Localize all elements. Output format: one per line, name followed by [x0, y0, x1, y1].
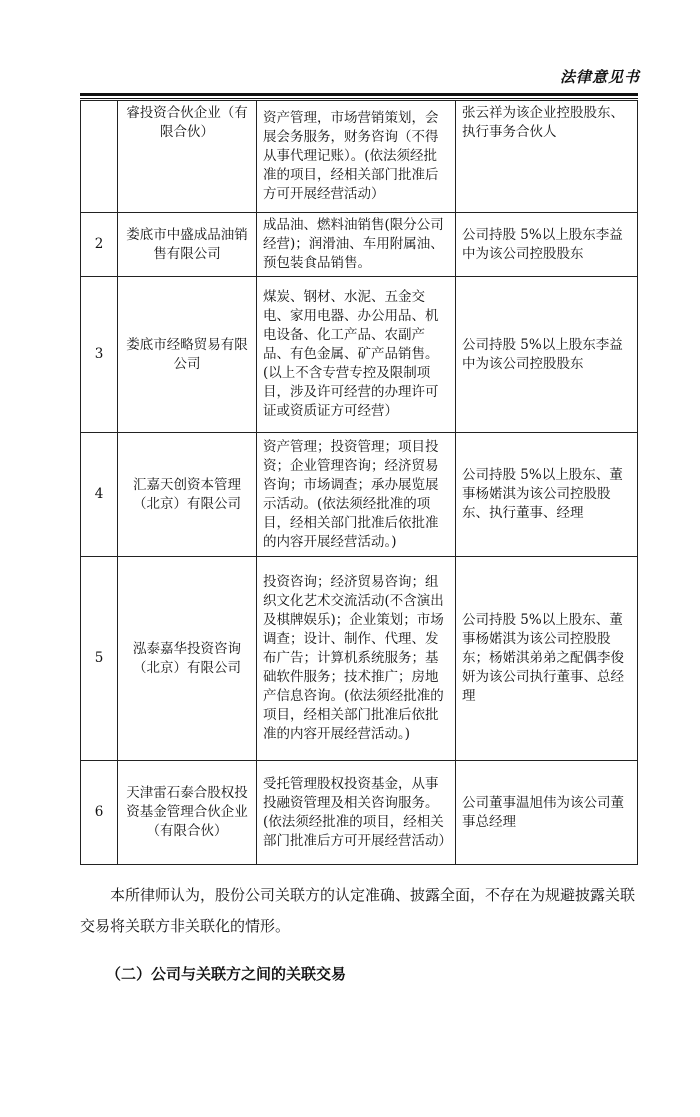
- company-name: 娄底市中盛成品油销售有限公司: [118, 213, 257, 277]
- row-number: [81, 101, 118, 213]
- related-party-table: [80, 100, 638, 865]
- row-number: 2: [81, 213, 118, 277]
- business-scope: 受托管理股权投资基金，从事投融资管理及相关咨询服务。(依法须经批准的项目，经相关部门批准后方可开展经营活动）: [257, 761, 456, 865]
- relationship: 张云祥为该企业控股股东、执行事务合伙人: [456, 101, 638, 213]
- row-number: 5: [81, 557, 118, 761]
- table-row: [81, 761, 638, 865]
- business-scope: 资产管理，市场营销策划，会展会务服务，财务咨询（不得从事代理记账）。(依法须经批准的项目，经相关部门批准后方可开展经营活动）: [257, 101, 456, 213]
- company-name: 汇嘉天创资本管理（北京）有限公司: [118, 433, 257, 557]
- business-scope: 资产管理；投资管理；项目投资；企业管理咨询；经济贸易咨询；市场调查；承办展览展示活动。(依法须经批准的项目，经相关部门批准后依批准的内容开展经营活动。): [257, 433, 456, 557]
- header-rule-thin: [80, 98, 638, 99]
- section-heading: （二）公司与关联方之间的关联交易: [106, 965, 347, 983]
- conclusion-paragraph: 本所律师认为，股份公司关联方的认定准确、披露全面，不存在为规避披露关联交易将关联方非关联化的情形。: [80, 886, 636, 935]
- table-row: [81, 557, 638, 761]
- row-number: 3: [81, 277, 118, 433]
- relationship: 公司持股 5%以上股东、董事杨婼淇为该公司控股股东、执行董事、经理: [456, 433, 638, 557]
- row-number: 6: [81, 761, 118, 865]
- row-number: 4: [81, 433, 118, 557]
- table-row: [81, 213, 638, 277]
- business-scope: 成品油、燃料油销售(限分公司经营)；润滑油、车用附属油、预包装食品销售。: [257, 213, 456, 277]
- business-scope: 投资咨询；经济贸易咨询；组织文化艺术交流活动(不含演出及棋牌娱乐)；企业策划；市场调查；设计、制作、代理、发布广告；计算机系统服务；基础软件服务；技术推广；房地产信息咨询。(依法须经批准的项目，经相关部门批准后依批准的内容开展经营活动。): [257, 557, 456, 761]
- company-name: 泓泰嘉华投资咨询（北京）有限公司: [118, 557, 257, 761]
- relationship: 公司持股 5%以上股东李益中为该公司控股股东: [456, 277, 638, 433]
- relationship: 公司董事温旭伟为该公司董事总经理: [456, 761, 638, 865]
- business-scope: 煤炭、钢材、水泥、五金交电、家用电器、办公用品、机电设备、化工产品、农副产品、有色金属、矿产品销售。(以上不含专营专控及限制项目，涉及许可经营的办理许可证或资质证方可经营）: [257, 277, 456, 433]
- table-row: [81, 277, 638, 433]
- header-rule-thick: [80, 93, 638, 96]
- relationship: 公司持股 5%以上股东、董事杨婼淇为该公司控股股东；杨婼淇弟弟之配偶李俊妍为该公司执行董事、总经理: [456, 557, 638, 761]
- company-name: 娄底市经略贸易有限公司: [118, 277, 257, 433]
- relationship: 公司持股 5%以上股东李益中为该公司控股股东: [456, 213, 638, 277]
- document-header-title: 法律意见书: [559, 68, 640, 86]
- table-row: [81, 433, 638, 557]
- company-name: 睿投资合伙企业（有限合伙）: [118, 101, 257, 213]
- company-name: 天津雷石泰合股权投资基金管理合伙企业（有限合伙）: [118, 761, 257, 865]
- table-row: [81, 101, 638, 213]
